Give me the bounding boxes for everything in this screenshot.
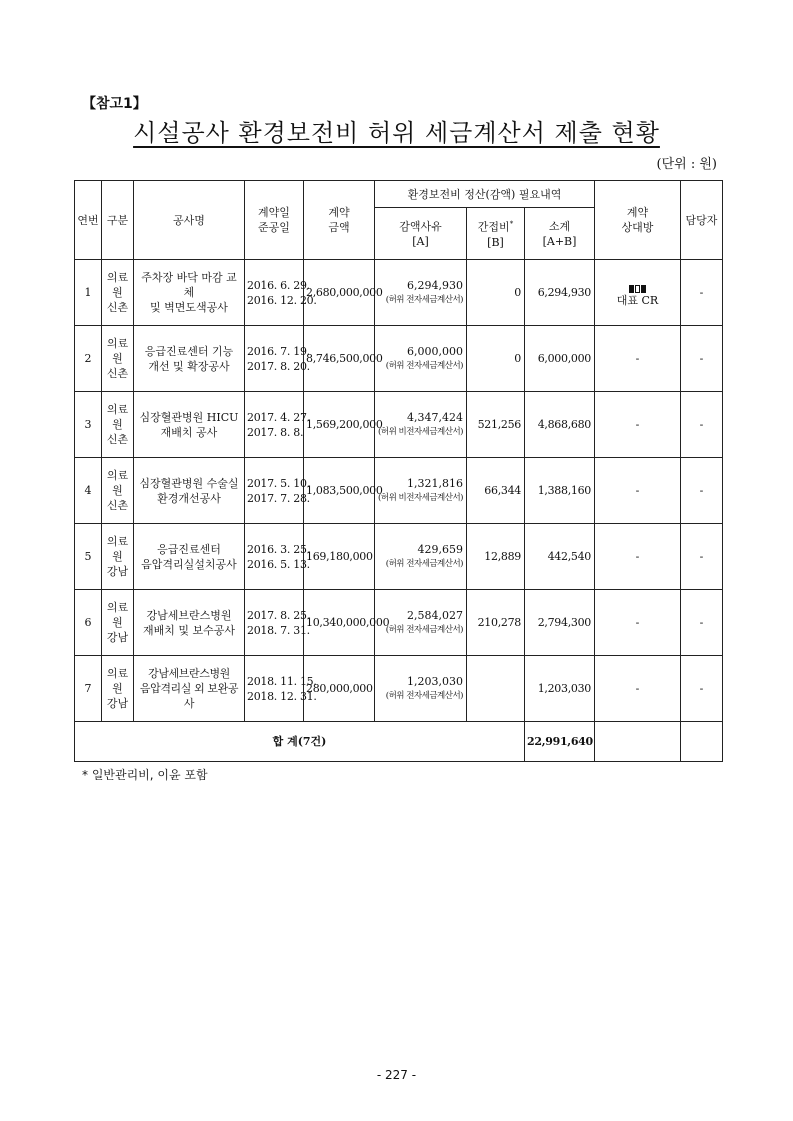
cell-date-contract: 2016. 3. 25. (247, 542, 310, 556)
cell-project (134, 656, 245, 722)
cell-project (134, 260, 245, 326)
cell-reason-note: (허위 전자세금계산서) (385, 294, 463, 305)
cell-indirect: 66,344 (467, 458, 525, 524)
cell-manager: - (681, 656, 723, 722)
cell-project-line2: 음압격리실 외 보완공사 (139, 682, 239, 710)
cell-project-line1: 응급진료센터 기능 (144, 344, 234, 358)
cell-project-line1: 주차장 바닥 마감 교체 (141, 271, 237, 299)
cell-amount: 280,000,000 (304, 656, 375, 722)
table-row (75, 260, 723, 326)
cell-reason-note: (허위 전자세금계산서) (385, 360, 463, 371)
cell-project-line1: 심장혈관병원 수술실 (139, 476, 239, 490)
total-subtotal: 22,991,640 (525, 722, 595, 762)
cell-project-line2: 개선 및 확장공사 (148, 359, 230, 373)
header-partner (595, 181, 681, 260)
cell-reason (375, 524, 467, 590)
cell-subtotal: 6,000,000 (525, 326, 595, 392)
cell-subtotal: 1,203,030 (525, 656, 595, 722)
cell-indirect: 521,256 (467, 392, 525, 458)
cell-date-contract: 2017. 8. 25. (247, 608, 310, 622)
cell-project-line2: 및 벽면도색공사 (150, 301, 228, 314)
cell-amount: 2,680,000,000 (304, 260, 375, 326)
cell-amount: 8,746,500,000 (304, 326, 375, 392)
table-row (75, 392, 723, 458)
cell-amount: 1,083,500,000 (304, 458, 375, 524)
cell-manager: - (681, 458, 723, 524)
cell-category (102, 260, 134, 326)
cell-project-line2: 환경개선공사 (157, 491, 221, 505)
cell-dates (245, 656, 317, 722)
cell-reason (375, 326, 467, 392)
cell-project (134, 458, 245, 524)
cell-indirect: 0 (467, 260, 525, 326)
cell-category (102, 326, 134, 392)
header-no: 연번 (75, 181, 102, 260)
cell-category-line1: 의료원 (106, 271, 129, 299)
cell-reason-note: (허위 비전자세금계산서) (378, 492, 463, 503)
cell-date-complete: 2017. 7. 28. (247, 491, 310, 505)
cell-reason (375, 458, 467, 524)
cell-project-line2: 음압격리실설치공사 (141, 557, 237, 571)
cell-category-line2: 강남 (106, 697, 129, 710)
header-subtotal-line1: 소계 (548, 219, 571, 233)
cell-reason-value: 6,294,930 (407, 278, 463, 292)
cell-reason-note: (허위 전자세금계산서) (385, 558, 463, 569)
cell-category-line2: 신촌 (106, 433, 129, 446)
page-title (0, 113, 793, 148)
cell-project-line1: 응급진료센터 (157, 542, 221, 556)
cell-date-complete: 2017. 8. 20. (247, 359, 310, 373)
header-dates-contract: 계약일 (258, 206, 290, 219)
cell-date-complete: 2016. 12. 20. (247, 293, 317, 307)
header-amount-line1: 계약 (328, 206, 350, 219)
cell-reason-value: 1,321,816 (407, 476, 463, 490)
table-row (75, 326, 723, 392)
cell-subtotal: 442,540 (525, 524, 595, 590)
cell-indirect: 210,278 (467, 590, 525, 656)
header-amount (304, 181, 375, 260)
cell-project-line1: 심장혈관병원 HICU (139, 410, 239, 424)
page-title-text: 시설공사 환경보전비 허위 세금계산서 제출 현황 (133, 119, 660, 147)
footnote: * 일반관리비, 이윤 포함 (82, 768, 208, 782)
cell-category-line2: 신촌 (106, 301, 129, 314)
cell-category (102, 458, 134, 524)
total-label: 합 계(7건) (75, 722, 525, 762)
cell-indirect (467, 656, 525, 722)
header-indirect (467, 208, 525, 260)
cell-partner: - (595, 326, 681, 392)
cell-no: 7 (75, 656, 102, 722)
table-row (75, 590, 723, 656)
cell-reason-value: 6,000,000 (407, 344, 463, 358)
cell-dates (245, 590, 310, 656)
cell-reason (375, 590, 467, 656)
total-row (75, 722, 723, 762)
cell-date-contract: 2016. 6. 29. (247, 278, 310, 292)
cell-project-line1: 강남세브란스병원 (146, 608, 232, 622)
header-project: 공사명 (134, 181, 245, 260)
cell-category-line1: 의료원 (106, 667, 129, 695)
total-partner-empty (595, 722, 681, 762)
cell-no: 5 (75, 524, 102, 590)
cell-indirect: 0 (467, 326, 525, 392)
header-subtotal (525, 208, 595, 260)
table-row (75, 656, 723, 722)
header-reason-line1: 감액사유 (399, 219, 442, 233)
cell-project (134, 590, 245, 656)
cell-partner (595, 260, 681, 326)
cell-subtotal: 1,388,160 (525, 458, 595, 524)
header-indirect-sup: * (509, 220, 514, 229)
cell-indirect: 12,889 (467, 524, 525, 590)
cell-category-line1: 의료원 (106, 469, 129, 497)
cell-category-line2: 강남 (106, 631, 129, 644)
header-partner-line2: 상대방 (621, 221, 654, 234)
cell-amount: 10,340,000,000 (304, 590, 375, 656)
cell-reason (375, 260, 467, 326)
cell-manager: - (681, 326, 723, 392)
cell-category (102, 524, 134, 590)
cell-reason-value: 4,347,424 (407, 410, 463, 424)
cell-reason-value: 429,659 (417, 542, 463, 556)
header-indirect-line1 (469, 217, 522, 235)
header-subtotal-line2: [A+B] (542, 234, 577, 248)
cell-category-line1: 의료원 (106, 535, 129, 563)
cell-no: 1 (75, 260, 102, 326)
status-table (74, 180, 723, 762)
cell-amount: 1,569,200,000 (304, 392, 375, 458)
cell-category (102, 590, 134, 656)
header-indirect-text: 간접비 (477, 220, 510, 234)
cell-date-contract: 2017. 4. 27. (247, 410, 310, 424)
cell-no: 2 (75, 326, 102, 392)
cell-partner: - (595, 524, 681, 590)
cell-reason-note: (허위 비전자세금계산서) (378, 426, 463, 437)
unit-label: (단위 : 원) (656, 157, 717, 172)
partner-logo-icon (597, 278, 678, 293)
cell-amount: 169,180,000 (304, 524, 375, 590)
header-amount-line2: 금액 (328, 221, 350, 234)
cell-dates (245, 326, 310, 392)
cell-project (134, 392, 245, 458)
cell-subtotal: 2,794,300 (525, 590, 595, 656)
cell-category-line1: 의료원 (106, 337, 129, 365)
cell-partner: - (595, 656, 681, 722)
cell-date-contract: 2017. 5. 10. (247, 476, 310, 490)
cell-no: 4 (75, 458, 102, 524)
cell-date-complete: 2018. 7. 31. (247, 623, 310, 637)
table-row (75, 524, 723, 590)
cell-dates (245, 524, 310, 590)
cell-category-line1: 의료원 (106, 601, 129, 629)
cell-manager: - (681, 590, 723, 656)
cell-manager: - (681, 392, 723, 458)
cell-category (102, 656, 134, 722)
cell-dates (245, 260, 317, 326)
header-dates-complete: 준공일 (258, 221, 290, 234)
cell-manager: - (681, 524, 723, 590)
cell-project (134, 524, 245, 590)
header-group: 환경보전비 정산(감액) 필요내역 (375, 181, 595, 208)
cell-category-line2: 강남 (106, 565, 129, 578)
cell-project-line2: 재배치 및 보수공사 (142, 623, 235, 637)
header-dates (245, 181, 304, 260)
cell-category-line2: 신촌 (106, 367, 129, 380)
page-number: - 227 - (376, 1068, 417, 1082)
cell-no: 3 (75, 392, 102, 458)
header-reason (375, 208, 467, 260)
cell-category (102, 392, 134, 458)
cell-subtotal: 6,294,930 (525, 260, 595, 326)
cell-reason (375, 392, 467, 458)
cell-partner-name: 대표 CR (616, 293, 659, 307)
cell-partner: - (595, 458, 681, 524)
cell-no: 6 (75, 590, 102, 656)
header-indirect-line2: [B] (487, 235, 504, 249)
header-reason-line2: [A] (412, 234, 429, 248)
cell-date-complete: 2018. 12. 31. (247, 689, 317, 703)
cell-dates (245, 458, 310, 524)
cell-project (134, 326, 245, 392)
cell-date-complete: 2017. 8. 8. (247, 425, 304, 439)
cell-date-complete: 2016. 5. 13. (247, 557, 310, 571)
header-partner-line1: 계약 (626, 206, 649, 219)
cell-reason (375, 656, 467, 722)
header-manager: 담당자 (681, 181, 723, 260)
cell-date-contract: 2018. 11. 15. (247, 674, 317, 688)
cell-date-contract: 2016. 7. 19. (247, 344, 310, 358)
cell-manager: - (681, 260, 723, 326)
cell-partner: - (595, 590, 681, 656)
cell-category-line1: 의료원 (106, 403, 129, 431)
cell-reason-note: (허위 전자세금계산서) (385, 624, 463, 635)
cell-subtotal: 4,868,680 (525, 392, 595, 458)
cell-reason-value: 1,203,030 (407, 674, 463, 688)
total-manager-empty (681, 722, 723, 762)
reference-label: 【참고1】 (82, 96, 147, 112)
cell-category-line2: 신촌 (106, 499, 129, 512)
table-row (75, 458, 723, 524)
cell-partner: - (595, 392, 681, 458)
cell-reason-value: 2,584,027 (407, 608, 463, 622)
header-category: 구분 (102, 181, 134, 260)
cell-dates (245, 392, 310, 458)
logo-mark-icon (629, 282, 647, 290)
cell-project-line1: 강남세브란스병원 (148, 667, 230, 680)
cell-project-line2: 재배치 공사 (160, 425, 218, 439)
cell-reason-note: (허위 전자세금계산서) (385, 690, 463, 701)
